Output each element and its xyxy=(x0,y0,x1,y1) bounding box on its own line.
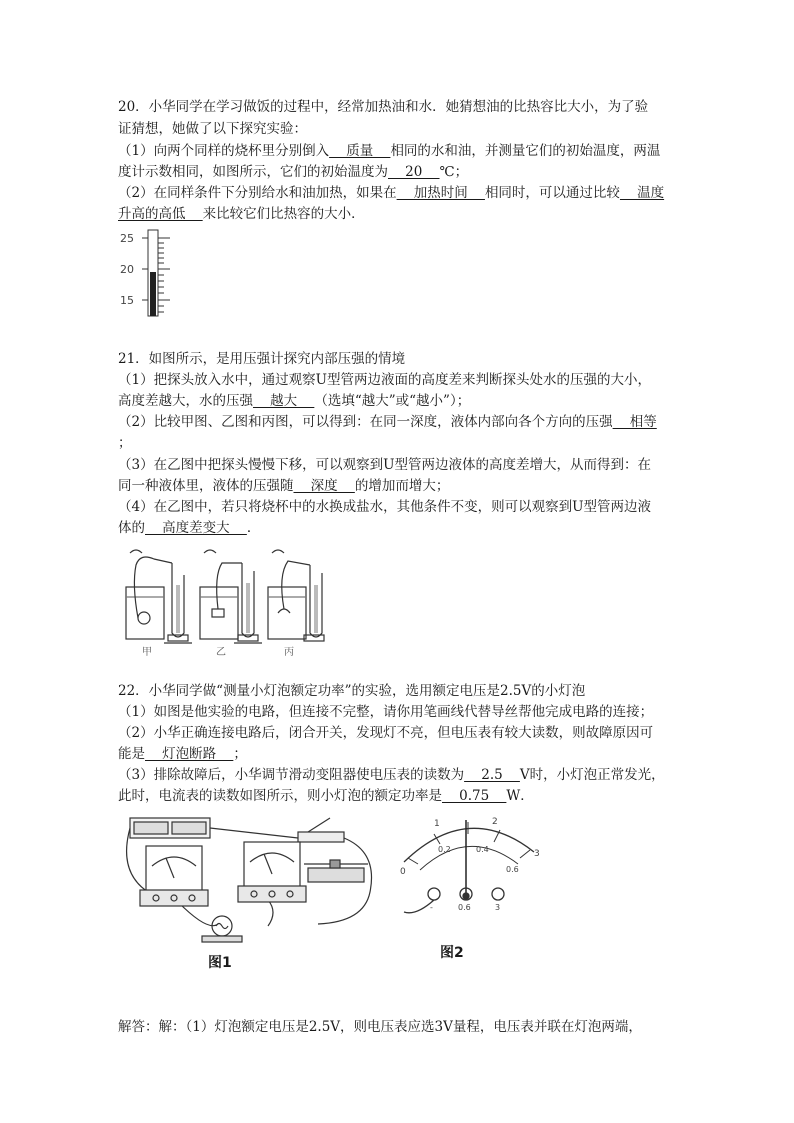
q21-line-8: （4）在乙图中，若只将烧杯中的水换成盐水，其他条件不变，则可以观察到U型管两边液 xyxy=(118,499,651,515)
answer-blank: 相等 xyxy=(612,414,657,430)
q20-line-6: 升高的高低 来比较它们比热容的大小． xyxy=(118,206,365,222)
answer-blank: 2.5 xyxy=(464,767,520,783)
tick-label: 15 xyxy=(120,294,134,307)
tick-label: 20 xyxy=(120,263,134,276)
q20-line-3: （1）向两个同样的烧杯里分别倒入 质量 相同的水和油，并测量它们的初始温度，两温 xyxy=(118,143,661,159)
answer-blank: 深度 xyxy=(293,478,355,494)
terminal-label: 3 xyxy=(495,903,501,912)
tick-label: 25 xyxy=(120,232,134,245)
terminal-label: 0.6 xyxy=(458,903,471,912)
dial-top-label: 3 xyxy=(534,849,540,859)
answer-blank: 灯泡断路 xyxy=(145,746,234,762)
answer-blank: 升高的高低 xyxy=(118,206,203,222)
q20-line-4: 度计示数相同，如图所示，它们的初始温度为 20 ℃； xyxy=(118,164,469,180)
circuit-figure xyxy=(118,812,388,947)
q21-line-7: 同一种液体里，液体的压强随 深度 的增加而增大； xyxy=(118,478,450,494)
q22-line-1: 22．小华同学做“测量小灯泡额定功率”的实验，选用额定电压是2.5V的小灯泡 xyxy=(118,683,586,699)
dial-bottom-label: 0 xyxy=(400,867,406,877)
caption-yi: 乙 xyxy=(216,647,226,657)
q22-line-2: （1）如图是他实验的电路，但连接不完整，请你用笔画线代替导丝帮他完成电路的连接； xyxy=(118,704,654,720)
q21-line-1: 21．如图所示，是用压强计探究内部压强的情境 xyxy=(118,351,406,367)
q22-line-6: 此时，电流表的读数如图所示，则小灯泡的额定功率是 0.75 W． xyxy=(118,788,534,804)
answer-blank: 越大 xyxy=(253,393,315,409)
q22-line-5: （3）排除故障后，小华调节滑动变阻器使电压表的读数为 2.5 V时，小灯泡正常发光， xyxy=(118,767,665,783)
q20-line-2: 证猜想，她做了以下探究实验： xyxy=(118,121,307,137)
caption-jia: 甲 xyxy=(142,647,152,657)
q21-line-5: ； xyxy=(118,435,132,451)
ammeter-dial-figure xyxy=(396,812,546,922)
dial-top-label: 2 xyxy=(492,817,498,827)
q21-line-2: （1）把探头放入水中，通过观察U型管两边液面的高度差来判断探头处水的压强的大小， xyxy=(118,372,651,388)
dial-bottom-label: 0.4 xyxy=(476,845,489,854)
q22-line-3: （2）小华正确连接电路后，闭合开关，发现灯不亮，但电压表有较大读数，则故障原因可 xyxy=(118,725,654,741)
q21-line-4: （2）比较甲图、乙图和丙图，可以得到：在同一深度，液体内部向各个方向的压强 相等 xyxy=(118,414,657,430)
answer-blank: 温度 xyxy=(619,185,665,201)
answer-blank: 20 xyxy=(388,164,440,180)
q20-line-1: 20．小华同学在学习做饭的过程中，经常加热油和水．她猜想油的比热容比大小，为了验 xyxy=(118,99,649,115)
q21-line-6: （3）在乙图中把探头慢慢下移，可以观察到U型管两边液体的高度差增大，从而得到：在 xyxy=(118,457,651,473)
q20-line-5: （2）在同样条件下分别给水和油加热，如果在 加热时间 相同时，可以通过比较 温度 xyxy=(118,185,665,201)
caption-bing: 丙 xyxy=(284,647,294,657)
answer-blank: 0.75 xyxy=(442,788,507,804)
answer-blank: 加热时间 xyxy=(396,185,485,201)
figure-2-label: 图2 xyxy=(440,945,464,961)
dial-bottom-label: 0.2 xyxy=(438,845,451,854)
pressure-gauge-figure xyxy=(118,545,328,657)
answer-blank: 高度差变大 xyxy=(145,520,247,536)
answer-line: 解答：解：（1）灯泡额定电压是2.5V，则电压表应选3V量程，电压表并联在灯泡两端， xyxy=(118,1019,642,1035)
thermometer-figure xyxy=(118,228,188,318)
figure-1-label: 图1 xyxy=(208,955,232,971)
answer-blank: 质量 xyxy=(329,143,391,159)
q21-line-9: 体的 高度差变大 ． xyxy=(118,520,261,536)
dial-top-label: 1 xyxy=(434,819,440,829)
terminal-label: - xyxy=(430,903,433,912)
dial-bottom-label: 0.6 xyxy=(506,865,519,874)
q22-line-4: 能是 灯泡断路 ； xyxy=(118,746,247,762)
q21-line-3: 高度差越大，水的压强 越大 （选填“越大”或“越小”）； xyxy=(118,393,471,409)
